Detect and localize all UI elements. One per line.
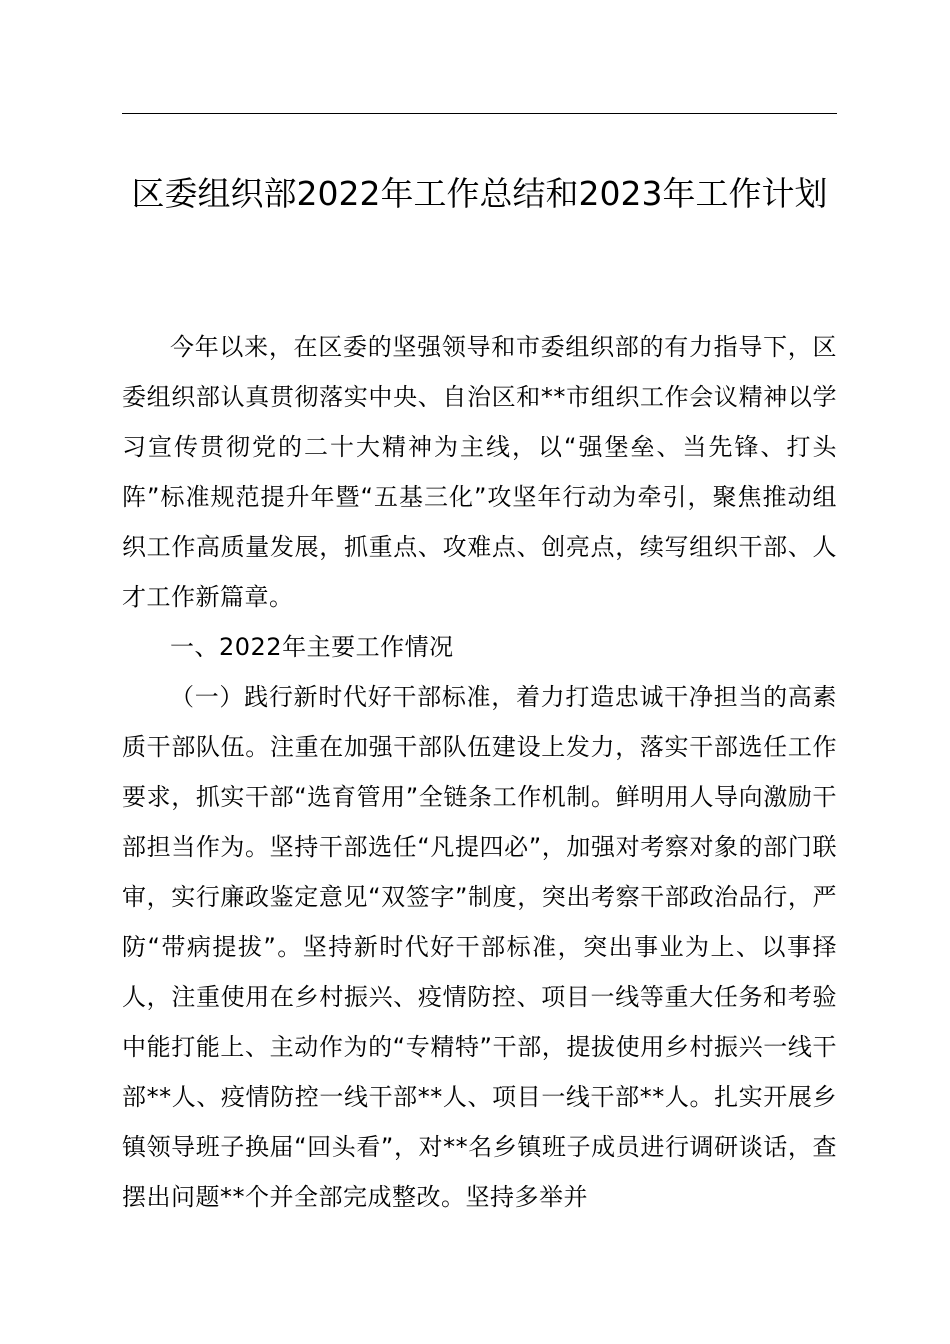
section-heading: 一、2022年主要工作情况: [170, 633, 454, 661]
subsection-paragraph: （一）践行新时代好干部标准，着力打造忠诚干净担当的高素质干部队伍。注重在加强干部队伍建设上发力，落实干部选任工作要求，抓实干部“选育管用”全链条工作机制。鲜明用人导向激励干部担当作为。坚持干部选任“凡提四必”，加强对考察对象的部门联审，实行廉政鉴定意见“双签字”制度，突出考察干部政治品行，严防“带病提拔”。坚持新时代好干部标准，突出事业为上、以事择人，注重使用在乡村振兴、疫情防控、项目一线等重大任务和考验中能打能上、主动作为的“专精特”干部，提拔使用乡村振兴一线干部**人、疫情防控一线干部**人、项目一线干部**人。扎实开展乡镇领导班子换届“回头看”，对**名乡镇班子成员进行调研谈话，查摆出问题**个并全部完成整改。坚持多举并: [122, 683, 837, 1211]
document-body: [122, 322, 837, 1222]
header-rule: [122, 113, 837, 114]
document-title: 区委组织部2022年工作总结和2023年工作计划: [131, 174, 828, 213]
intro-paragraph: 今年以来，在区委的坚强领导和市委组织部的有力指导下，区委组织部认真贯彻落实中央、自治区和**市组织工作会议精神以学习宣传贯彻党的二十大精神为主线，以“强堡垒、当先锋、打头阵”标准规范提升年暨“五基三化”攻坚年行动为牵引，聚焦推动组织工作高质量发展，抓重点、攻难点、创亮点，续写组织干部、人才工作新篇章。: [122, 333, 837, 611]
